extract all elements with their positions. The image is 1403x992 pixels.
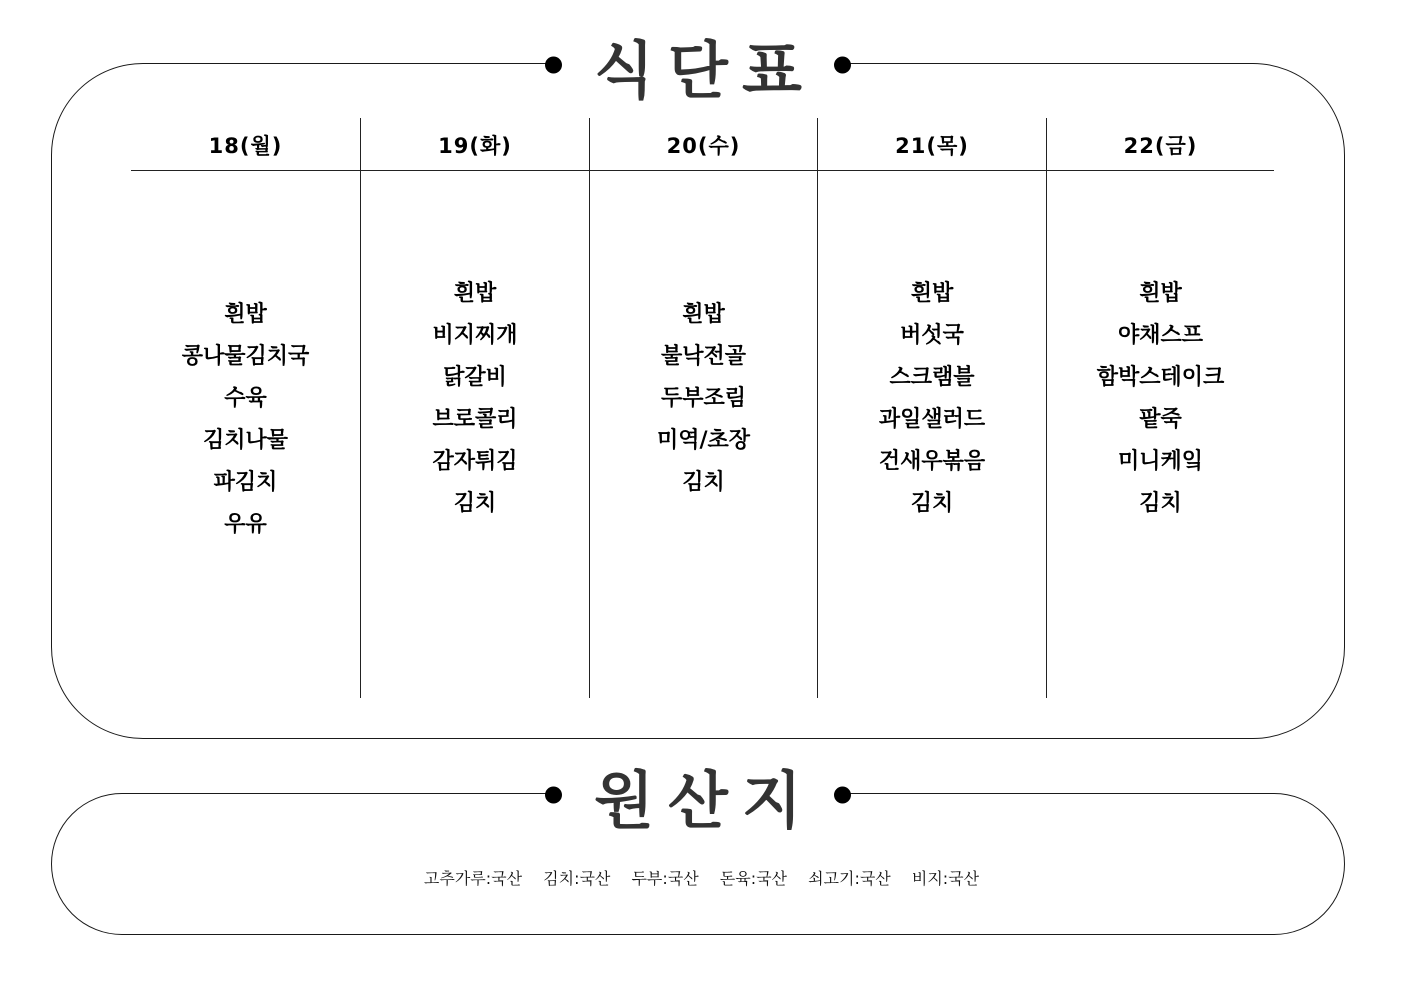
day-header: 22(금) (1123, 134, 1198, 158)
origin-list (0, 866, 1403, 889)
menu-item: 흰밥 (910, 281, 954, 306)
day-items (590, 170, 817, 698)
day-column-tue (360, 118, 589, 698)
menu-item: 감자튀김 (432, 449, 518, 474)
origin-entry: 두부:국산 (631, 869, 699, 888)
day-header: 20(수) (666, 134, 741, 158)
menu-item: 파김치 (213, 470, 278, 495)
origin-entry: 돈육:국산 (719, 869, 787, 888)
day-items (818, 170, 1046, 698)
title-right-dot (834, 787, 851, 804)
menu-table (131, 118, 1274, 698)
menu-item: 불낙전골 (660, 344, 746, 369)
menu-item: 미니케잌 (1117, 449, 1203, 474)
title-left-dot (545, 57, 562, 74)
menu-item: 건새우볶음 (878, 449, 986, 474)
day-header: 18(월) (208, 134, 283, 158)
day-column-fri (1046, 118, 1274, 698)
menu-item: 야채스프 (1117, 323, 1203, 348)
menu-item: 수육 (224, 386, 267, 411)
menu-item: 김치 (910, 491, 954, 516)
menu-item: 콩나물김치국 (181, 344, 310, 369)
origin-title-block (553, 750, 843, 840)
day-items (1047, 170, 1274, 698)
day-items (361, 170, 589, 698)
origin-entry: 비지:국산 (911, 869, 980, 888)
day-header: 21(목) (895, 134, 969, 158)
menu-item: 닭갈비 (443, 365, 507, 390)
menu-item: 흰밥 (682, 302, 725, 327)
menu-item: 김치 (682, 470, 725, 495)
menu-item: 과일샐러드 (878, 407, 986, 432)
menu-item: 흰밥 (1139, 281, 1182, 306)
day-column-wed (589, 118, 817, 698)
origin-title: 원산지 (594, 763, 816, 837)
header-divider (131, 170, 1274, 171)
day-header: 19(화) (438, 134, 512, 158)
menu-item: 함박스테이크 (1096, 365, 1225, 390)
title-left-dot (545, 787, 562, 804)
menu-item: 스크램블 (889, 365, 975, 390)
origin-entry: 김치:국산 (543, 869, 611, 888)
day-column-mon (131, 118, 360, 698)
menu-item: 브로콜리 (432, 407, 518, 432)
title-right-dot (834, 57, 851, 74)
menu-item: 김치 (453, 491, 497, 516)
menu-item: 흰밥 (224, 302, 267, 327)
menu-item: 두부조림 (660, 386, 746, 411)
menu-title: 식단표 (594, 33, 816, 107)
day-column-thu (817, 118, 1046, 698)
day-items (131, 170, 360, 698)
menu-item: 비지찌개 (432, 323, 518, 348)
origin-entry: 고추가루:국산 (423, 869, 523, 888)
menu-item: 팥죽 (1139, 407, 1182, 432)
menu-item: 김치나물 (202, 428, 288, 453)
menu-item: 우유 (224, 512, 267, 537)
origin-entry: 쇠고기:국산 (808, 869, 891, 888)
menu-item: 버섯국 (900, 323, 964, 348)
menu-title-block (553, 20, 843, 110)
menu-item: 미역/초장 (656, 428, 751, 453)
menu-item: 김치 (1139, 491, 1182, 516)
menu-item: 흰밥 (453, 281, 497, 306)
